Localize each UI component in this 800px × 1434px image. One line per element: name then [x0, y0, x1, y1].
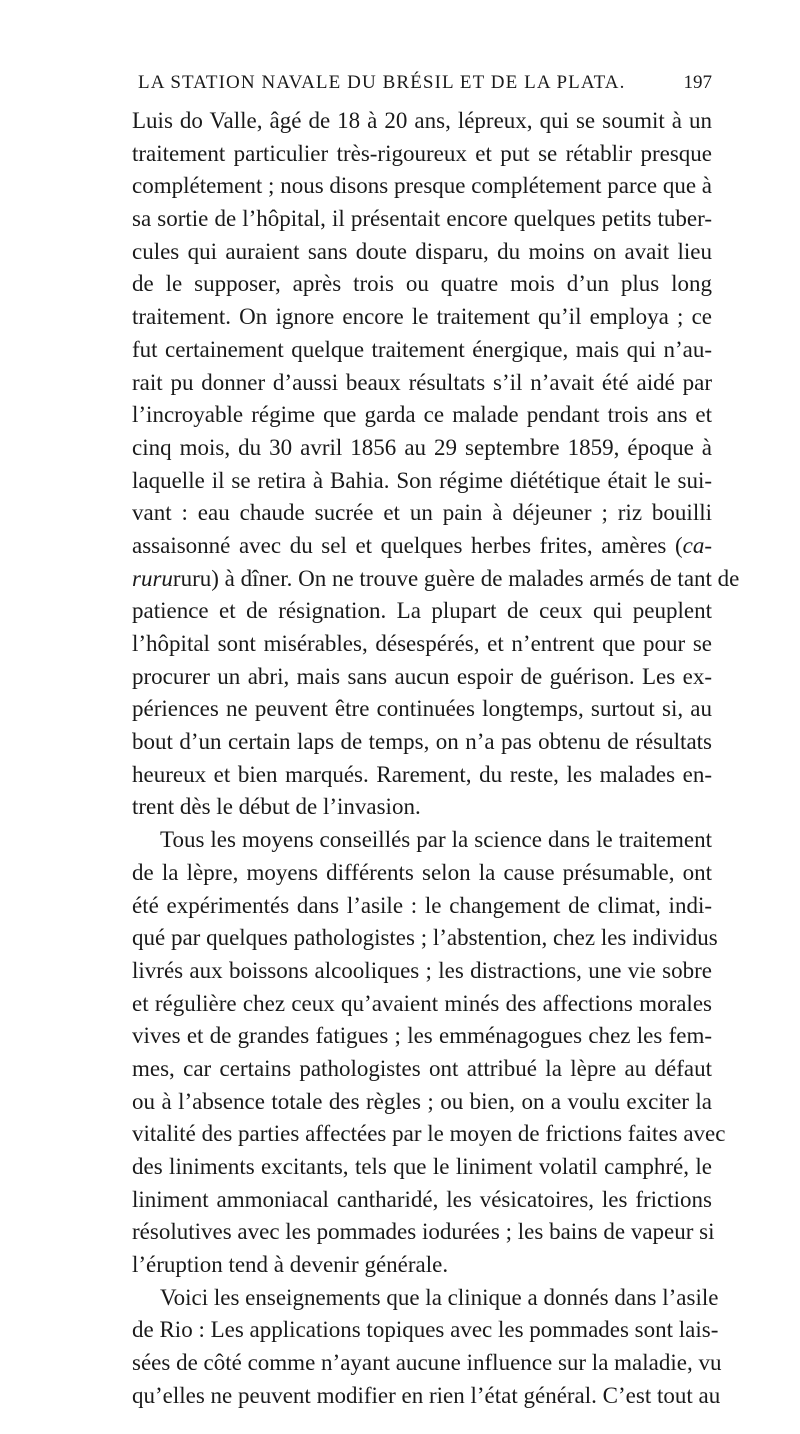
text-line: de le supposer, après trois ou quatre mois d’un plus long: [132, 271, 712, 297]
text-line: sées de côté comme n’ayant aucune influence sur la maladie, vu: [132, 1350, 722, 1376]
text-line: livrés aux boissons alcooliques ; les distractions, une vie sobre: [132, 957, 712, 983]
text-line: mes, car certains pathologistes ont attribué la lèpre au défaut: [132, 1055, 712, 1081]
text-line: qué par quelques pathologistes ; l’abstention, chez les individus: [132, 925, 718, 951]
text-line: Luis do Valle, âgé de 18 à 20 ans, lépreux, qui se soumit à un: [132, 108, 712, 133]
text-line: qu’elles ne peuvent modifier en rien l’état général. C’est tout au: [132, 1382, 721, 1408]
text-line: procurer un abri, mais sans aucun espoir de guérison. Les ex-: [132, 663, 712, 689]
text-segment: assaisonné avec du sel et quelques herbes frites, amères (: [132, 532, 683, 558]
text-line: périences ne peuvent être continuées longtemps, surtout si, au: [132, 696, 712, 722]
text-line: cules qui auraient sans doute disparu, du moins on avait lieu: [132, 238, 712, 264]
text-line: résolutives avec les pommades iodurées ; les bains de vapeur si: [132, 1219, 715, 1245]
text-line-with-italic: [132, 530, 712, 563]
text-line: sa sortie de l’hôpital, il présentait encore quelques petits tuber-: [132, 206, 712, 232]
text-line-paragraph-start: Voici les enseignements que la clinique a donnés dans l’asile: [160, 1284, 719, 1310]
text-line: traitement particulier très-rigoureux et put se rétablir presque: [132, 140, 712, 166]
text-line: l’incroyable régime que garda ce malade pendant trois ans et: [132, 402, 712, 428]
body-text: [132, 105, 740, 1413]
text-line-paragraph-end: l’éruption tend à devenir générale.: [132, 1252, 449, 1278]
text-line: des liniments excitants, tels que le liniment volatil camphré, le: [132, 1154, 712, 1179]
text-line: heureux et bien marqués. Rarement, du reste, les malades en-: [132, 761, 712, 787]
text-line-paragraph-end: trent dès le début de l’invasion.: [132, 794, 421, 820]
text-line: de la lèpre, moyens différents selon la cause présumable, ont: [132, 859, 712, 885]
text-line: patience et de résignation. La plupart de ceux qui peuplent: [132, 598, 712, 624]
text-line: ou à l’absence totale des règles ; ou bien, on a voulu exciter la: [132, 1088, 712, 1114]
text-line: rait pu donner d’aussi beaux résultats s’il n’avait été aidé par: [132, 369, 712, 395]
text-line: fut certainement quelque traitement énergique, mais qui n’au-: [132, 336, 712, 362]
text-line: cinq mois, du 30 avril 1856 au 29 septembre 1859, époque à: [132, 434, 712, 460]
text-line: vitalité des parties affectées par le moyen de frictions faites avec: [132, 1121, 726, 1147]
running-title: LA STATION NAVALE DU BRÉSIL ET DE LA PLATA.: [138, 72, 626, 93]
text-line: traitement. On ignore encore le traitement qu’il employa ; ce: [132, 304, 712, 330]
page-header: [138, 72, 712, 102]
text-line: et régulière chez ceux qu’avaient minés des affections morales: [132, 990, 712, 1016]
text-line: complétement ; nous disons presque complétement parce que à: [132, 173, 712, 199]
text-line-with-italic: [132, 563, 740, 596]
text-line: été expérimentés dans l’asile : le changement de climat, indi-: [132, 892, 712, 918]
italic-word-caruru-start: ca-: [682, 532, 712, 558]
text-line: vant : eau chaude sucrée et un pain à déjeuner ; riz bouilli: [132, 500, 712, 526]
text-segment: ruru) à dîner. On ne trouve guère de malades armés de tant de: [172, 565, 740, 591]
text-line: bout d’un certain laps de temps, on n’a pas obtenu de résultats: [132, 729, 712, 755]
italic-word-caruru-end: ruru: [132, 565, 173, 591]
text-line: de Rio : Les applications topiques avec les pommades sont lais-: [132, 1317, 719, 1343]
text-line: laquelle il se retira à Bahia. Son régime diététique était le sui-: [132, 467, 712, 493]
page-number: 197: [683, 72, 712, 93]
text-line: liniment ammoniacal cantharidé, les vésicatoires, les frictions: [132, 1186, 712, 1212]
text-line: l’hôpital sont misérables, désespérés, et n’entrent que pour se: [132, 631, 712, 656]
text-line-paragraph-start: Tous les moyens conseillés par la science dans le traitement: [160, 827, 712, 853]
text-line: vives et de grandes fatigues ; les emménagogues chez les fem-: [132, 1023, 712, 1049]
